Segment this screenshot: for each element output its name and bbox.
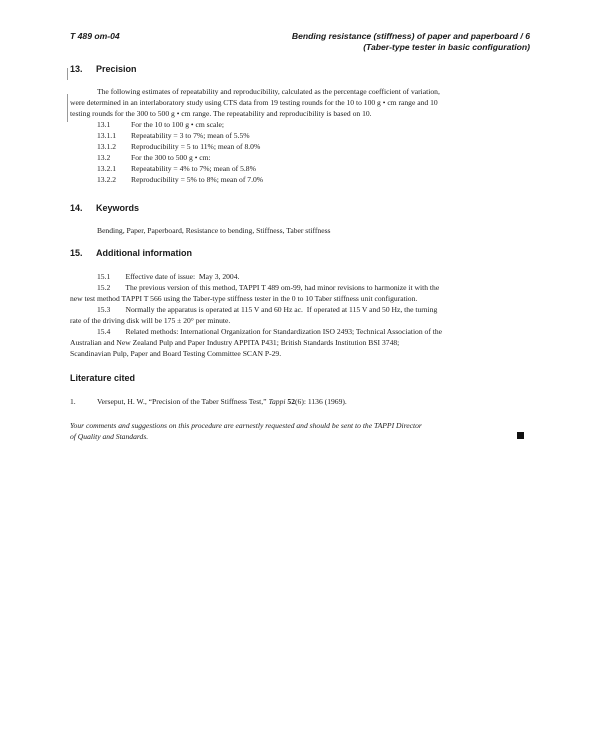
list-item: 13.2.2 Reproducibility = 5% to 8%; mean of 7.0% — [97, 175, 264, 184]
journal-name: Tappi — [268, 397, 286, 406]
reference-number: 1. — [70, 397, 76, 406]
journal-volume: 52 — [287, 397, 295, 406]
end-of-document-mark — [517, 432, 524, 439]
paragraph-line: The following estimates of repeatability and reproducibility, calculated as the percentage coefficient of variation, — [97, 87, 440, 96]
section-heading-precision — [70, 64, 137, 74]
paragraph-line: rate of the driving disk will be 175 ± 20° per minute. — [70, 316, 231, 325]
paragraph-line: Scandinavian Pulp, Paper and Board Testing Committee SCAN P-29. — [70, 349, 282, 358]
keywords-text: Bending, Paper, Paperboard, Resistance to bending, Stiffness, Taber stiffness — [97, 226, 331, 235]
paragraph-line: were determined in an interlaboratory study using CTS data from 19 testing rounds for the 10 to 100 g • cm range and 10 — [70, 98, 438, 107]
list-item: 13.1 For the 10 to 100 g • cm scale; — [97, 120, 224, 129]
section-title: Additional information — [96, 248, 192, 258]
list-item: 13.1.2 Reproducibility = 5 to 11%; mean of 8.0% — [97, 142, 261, 151]
paragraph-line: testing rounds for the 300 to 500 g • cm range. The repeatability and reproducibility is based on 10. — [70, 109, 372, 118]
list-item: 13.1.1 Repeatability = 3 to 7%; mean of 5.5% — [97, 131, 250, 140]
paragraph-line: Australian and New Zealand Pulp and Paper Industry APPITA P431; British Standards Institution BSI 3748; — [70, 338, 400, 347]
header-title-line1: Bending resistance (stiffness) of paper and paperboard / 6 — [291, 31, 530, 41]
paragraph-line: 15.3 Normally the apparatus is operated at 115 V and 60 Hz ac. If operated at 115 V and 50 Hz, the turning — [97, 305, 438, 314]
list-item: 13.2.1 Repeatability = 4% to 7%; mean of 5.8% — [97, 164, 256, 173]
literature-heading: Literature cited — [70, 373, 136, 383]
revision-bar — [67, 94, 68, 122]
feedback-note-line: of Quality and Standards. — [70, 432, 149, 441]
paragraph-line: 15.1 Effective date of issue: May 3, 2004. — [97, 272, 240, 281]
feedback-note-line: Your comments and suggestions on this procedure are earnestly requested and should be sent to the TAPPI Director — [70, 421, 422, 430]
section-number: 15. — [70, 248, 83, 258]
paragraph-line: 15.4 Related methods: International Organization for Standardization ISO 2493; Technical Association of the — [97, 327, 443, 336]
paragraph-line: new test method TAPPI T 566 using the Taber-type stiffness tester in the 0 to 10 Taber stiffness unit configuration. — [70, 294, 418, 303]
paragraph-line: 15.2 The previous version of this method, TAPPI T 489 om-99, had minor revisions to harmonize it with the — [97, 283, 440, 292]
reference-item: 1. Verseput, H. W., “Precision of the Taber Stiffness Test,” Tappi 52(6): 1136 (1969). — [70, 397, 347, 406]
section-title: Precision — [96, 64, 137, 74]
header-title-line2: (Taber-type tester in basic configuration) — [363, 42, 530, 52]
section-number: 14. — [70, 203, 83, 213]
revision-bar — [67, 68, 68, 80]
section-heading-keywords — [70, 203, 139, 213]
list-item: 13.2 For the 300 to 500 g • cm: — [97, 153, 211, 162]
section-number: 13. — [70, 64, 83, 74]
section-title: Keywords — [96, 203, 140, 213]
section-heading-additional-info — [70, 248, 192, 258]
document-id: T 489 om-04 — [70, 31, 120, 41]
